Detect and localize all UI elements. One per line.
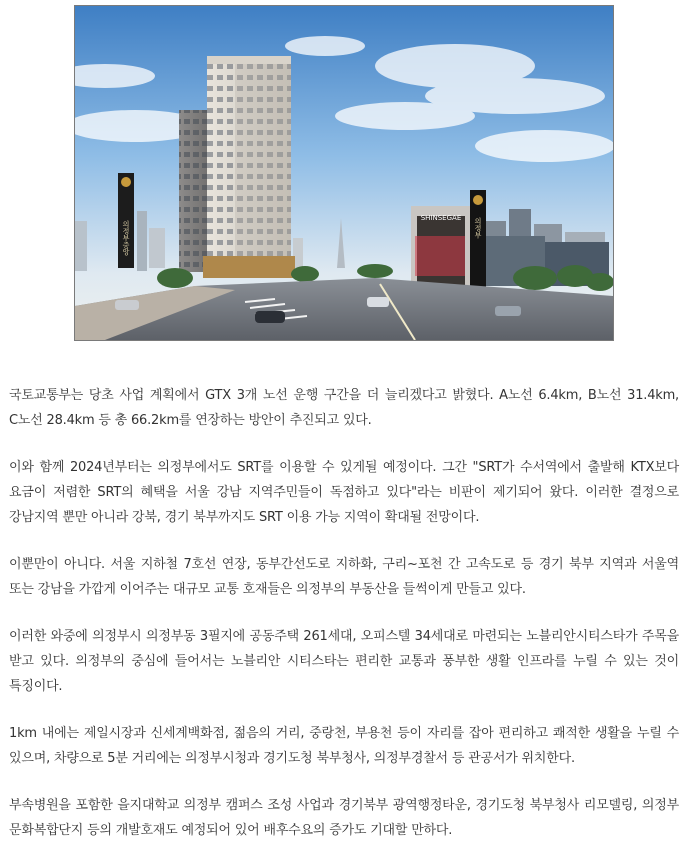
left-pylon-sign bbox=[118, 173, 134, 268]
article-photo bbox=[74, 5, 614, 341]
tower-rendering-illustration bbox=[75, 6, 613, 340]
paragraph-development-plans: 부속병원을 포함한 을지대학교 의정부 캠퍼스 조성 사업과 경기북부 광역행정타운, 경기도청 북부청사 리모델링, 의정부 문화복합단지 등의 개발호재도 예정되어 있어 배후수요의 증가도 기대할 만하다. bbox=[9, 798, 679, 838]
paragraph-transport-projects: 이뿐만이 아니다. 서울 지하철 7호선 연장, 동부간선도로 지하화, 구리~포천 간 고속도로 등 경기 북부 지역과 서울역 또는 강남을 가깝게 이어주는 대규모 교통 호재들은 의정부의 부동산을 들썩이게 만들고 있다. bbox=[9, 557, 679, 597]
paragraph-nearby-amenities: 1km 내에는 제일시장과 신세계백화점, 젊음의 거리, 중랑천, 부용천 등이 자리를 잡아 편리하고 쾌적한 생활을 누릴 수 있으며, 차량으로 5분 거리에는 의정부시청과 경기도청 북부청사, 의정부경찰서 등 관공서가 위치한다. bbox=[9, 726, 679, 766]
paragraph-gtx-extension: 국토교통부는 당초 사업 계획에서 GTX 3개 노선 운행 구간을 더 늘리겠다고 밝혔다. A노선 6.4km, B노선 31.4km, C노선 28.4km 등 총 66.2km를 연장하는 방안이 추진되고 있다. bbox=[9, 388, 679, 428]
paragraph-noblian-city-star: 이러한 와중에 의정부시 의정부동 3필지에 공동주택 261세대, 오피스텔 34세대로 마련되는 노블리안시티스타가 주목을 받고 있다. 의정부의 중심에 들어서는 노블리안 시티스타는 편리한 교통과 풍부한 생활 인프라를 누릴 수 있는 것이 특징이다. bbox=[9, 629, 679, 694]
left-pylon-text: 의정부중앙 bbox=[122, 220, 130, 256]
article-body bbox=[9, 383, 679, 843]
right-pylon-sign bbox=[470, 190, 486, 294]
right-pylon-text: 의정부 bbox=[474, 217, 482, 239]
paragraph-srt-service: 이와 함께 2024년부터는 의정부에서도 SRT를 이용할 수 있게될 예정이다. 그간 "SRT가 수서역에서 출발해 KTX보다 요금이 저렴한 SRT의 혜택을 서울 강남 지역주민들이 독점하고 있다"라는 비판이 제기되어 왔다. 이러한 결정으로 강남지역 뿐만 아니라 강북, 경기 북부까지도 SRT 이용 가능 지역이 확대될 전망이다. bbox=[9, 460, 679, 525]
store-sign-text: SHINSEGAE bbox=[420, 214, 462, 222]
